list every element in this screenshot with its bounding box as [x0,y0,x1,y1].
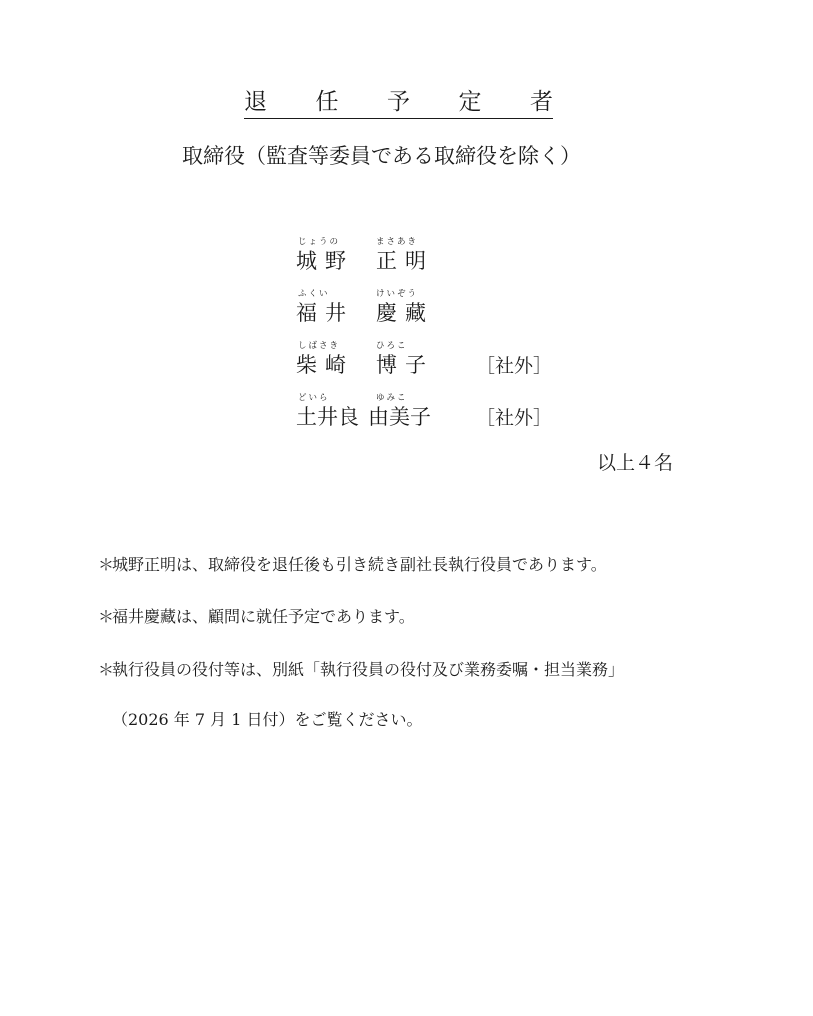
title-char: 予 [387,89,410,115]
title-char: 定 [458,89,482,115]
family-name [296,404,359,430]
asterisk-mark: ＊ [98,555,115,574]
title-char: 者 [530,89,553,115]
title-underline [244,118,553,119]
furigana-family: じょうの [298,237,341,247]
person-entry [296,289,556,333]
asterisk-mark: ＊ [98,660,115,679]
name-char: 子 [405,353,426,377]
given-name [376,248,426,274]
note-line [98,606,415,628]
given-name [376,352,426,378]
note-text: 福井慶藏は、顧問に就任予定であります。 [112,607,415,626]
given-name [376,300,426,326]
furigana-family: どいら [298,393,330,403]
total-count: 以上４名 [597,452,674,474]
note-continuation: （2026 年 7 月 1 日付）をご覧ください。 [112,710,423,729]
name-char: 井 [325,301,346,325]
name-char: 柴 [296,353,317,377]
name-char: 土井良 [296,405,359,429]
family-name [296,248,346,274]
family-name [296,300,346,326]
furigana-given: けいぞう [376,289,419,299]
family-name [296,352,346,378]
person-tag: ［社外］ [476,355,553,377]
note-line [98,659,624,681]
asterisk-mark: ＊ [98,607,115,626]
furigana-family: ふくい [298,289,330,299]
name-char: 城 [296,249,317,273]
subtitle: 取締役（監査等委員である取締役を除く） [182,144,581,168]
name-char: 慶 [376,301,397,325]
person-entry [296,237,556,281]
furigana-given: まさあき [376,237,419,247]
person-entry [296,341,556,385]
name-char: 明 [405,249,426,273]
title-char: 退 [244,89,267,115]
name-char: 藏 [405,301,426,325]
document-title [244,88,553,116]
furigana-given: ゆみこ [376,393,408,403]
name-char: 博 [376,353,397,377]
note-text: 城野正明は、取締役を退任後も引き続き副社長執行役員であります。 [112,555,607,574]
given-name [368,404,431,430]
name-char: 崎 [325,353,346,377]
note-text: 執行役員の役付等は、別紙「執行役員の役付及び業務委嘱・担当業務」 [112,660,625,679]
name-char: 野 [325,249,346,273]
name-char: 福 [296,301,317,325]
furigana-family: しばさき [298,341,341,351]
note-line [98,554,607,576]
person-entry [296,393,556,437]
title-char: 任 [315,89,339,115]
furigana-given: ひろこ [376,341,408,351]
name-char: 由美子 [368,405,431,429]
person-tag: ［社外］ [476,407,553,429]
name-char: 正 [376,249,397,273]
